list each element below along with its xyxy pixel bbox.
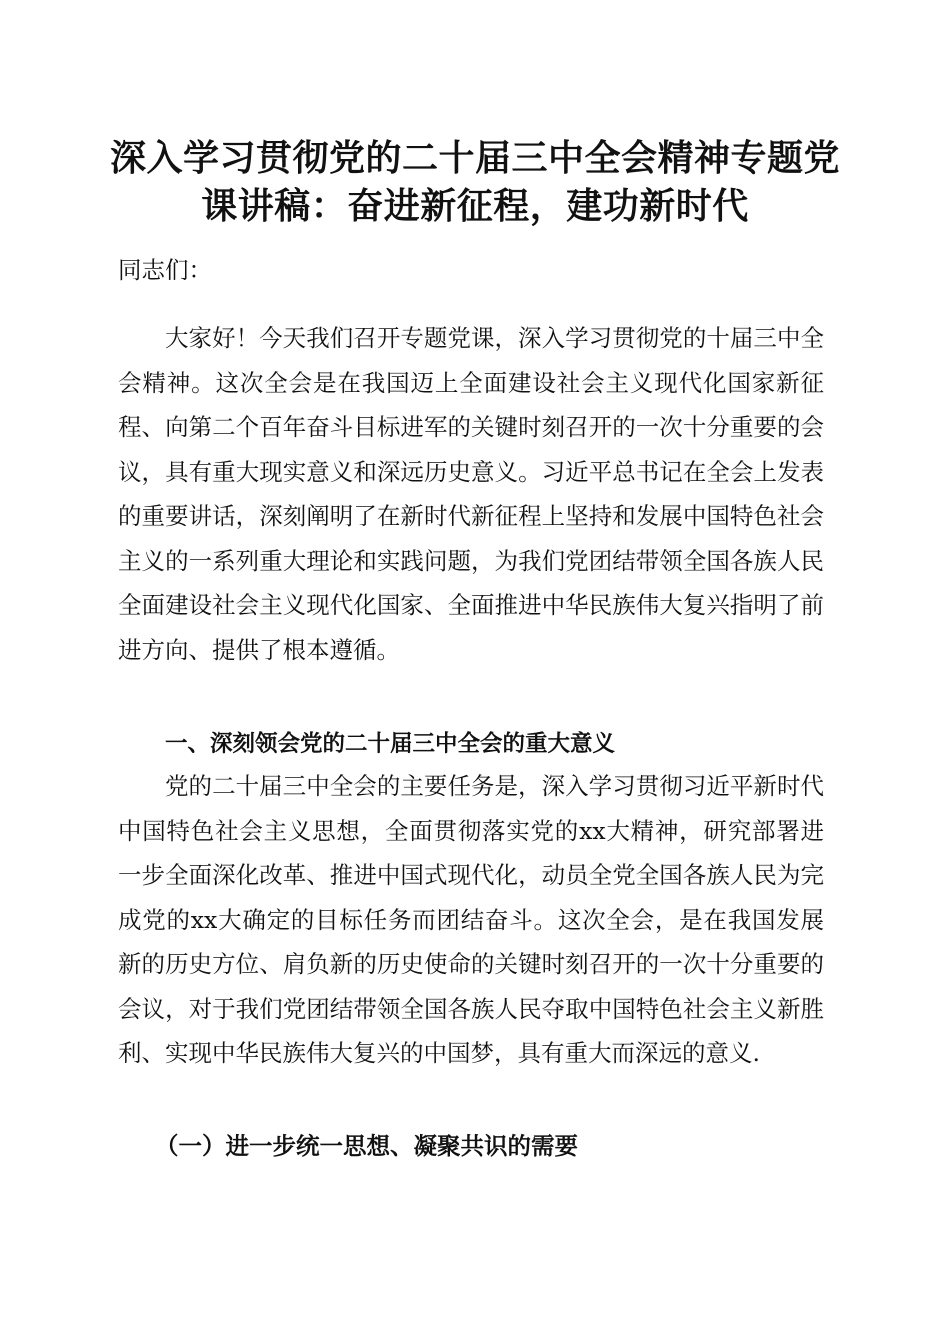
- subsection-heading-1: （一）进一步统一思想、凝聚共识的需要: [155, 1132, 578, 1160]
- section-1-paragraph: 党的二十届三中全会的主要任务是，深入学习贯彻习近平新时代中国特色社会主义思想，全面贯彻落实党的xx大精神，研究部署进一步全面深化改革、推进中国式现代化，动员全党全国各族人民为完成党的xx大确定的目标任务而团结奋斗。这次全会，是在我国发展新的历史方位、肩负新的历史使命的关键时刻召开的一次十分重要的会议，对于我们党团结带领全国各族人民夺取中国特色社会主义新胜利、实现中华民族伟大复兴的中国梦，具有重大而深远的意义.: [118, 772, 824, 1067]
- salutation: 同志们：: [118, 256, 212, 284]
- title-line-1: 深入学习贯彻党的二十届三中全会精神专题党: [109, 137, 840, 179]
- document-title: [100, 134, 850, 230]
- title-line-2: 课讲稿：奋进新征程，建功新时代: [201, 185, 749, 227]
- intro-paragraph: 大家好！今天我们召开专题党课，深入学习贯彻党的十届三中全会精神。这次全会是在我国迈上全面建设社会主义现代化国家新征程、向第二个百年奋斗目标进军的关键时刻召开的一次十分重要的会议，具有重大现实意义和深远历史意义。习近平总书记在全会上发表的重要讲话，深刻阐明了在新时代新征程上坚持和发展中国特色社会主义的一系列重大理论和实践问题，为我们党团结带领全国各族人民全面建设社会主义现代化国家、全面推进中华民族伟大复兴指明了前进方向、提供了根本遵循。: [118, 324, 824, 664]
- section-heading-1: 一、深刻领会党的二十届三中全会的重大意义: [165, 731, 616, 757]
